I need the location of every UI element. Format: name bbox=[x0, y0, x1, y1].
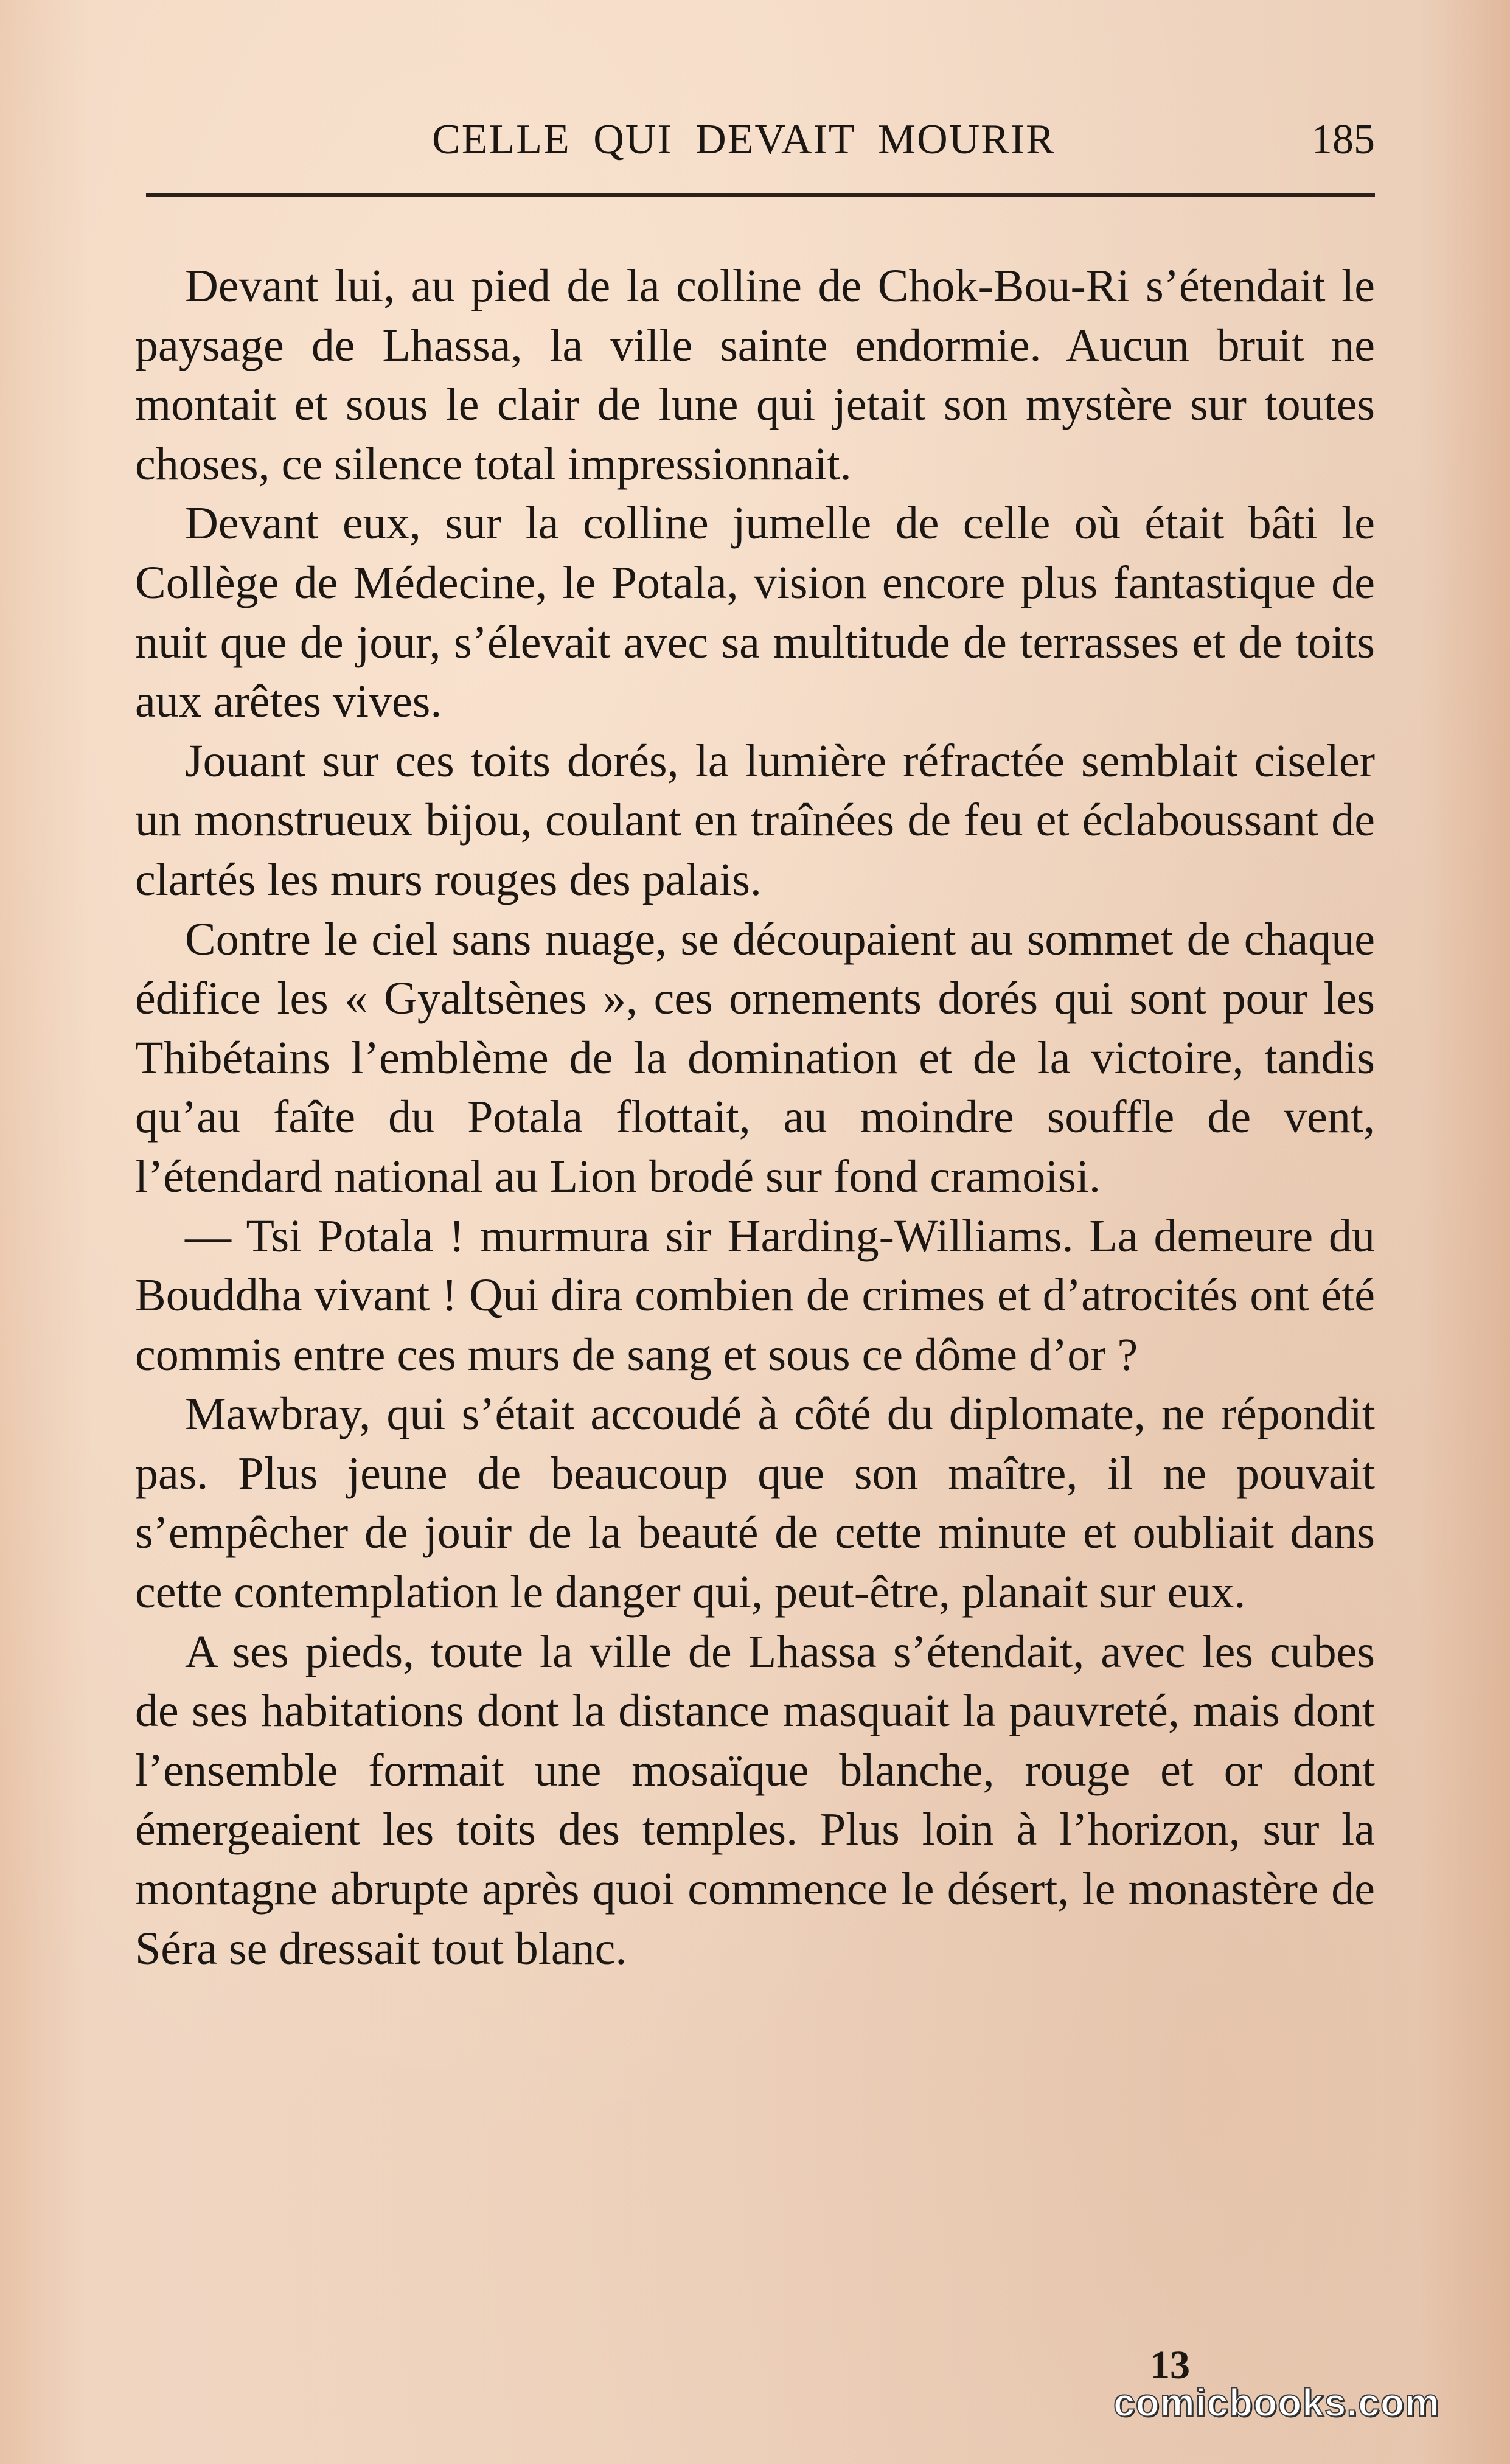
page-number: 185 bbox=[1311, 116, 1375, 163]
paragraph: Mawbray, qui s’était accoudé à côté du diplomate, ne répondit pas. Plus jeune de beaucoup que son maître, il ne pouvait s’empêcher de jouir de la beauté de cette minute et oubliait dans cette contemplation le danger qui, peut-être, planait sur eux. bbox=[135, 1388, 1375, 1618]
page-header bbox=[146, 116, 1375, 170]
paragraph: Contre le ciel sans nuage, se découpaient au sommet de chaque édifice les « Gyaltsènes », ces ornements dorés qui sont pour les Thibétains l’emblème de la domination et de la victoire, tandis qu’au faîte du Potala flottait, au moindre souffle de vent, l’étendard national au Lion brodé sur fond cramoisi. bbox=[135, 913, 1375, 1202]
paragraph: — Tsi Potala ! murmura sir Harding-Williams. La demeure du Bouddha vivant ! Qui dira combien de crimes et d’atrocités ont été commis entre ces murs de sang et sous ce dôme d’or ? bbox=[135, 1210, 1375, 1380]
running-title: CELLE QUI DEVAIT MOURIR bbox=[432, 116, 1056, 163]
paragraph: Devant eux, sur la colline jumelle de celle où était bâti le Collège de Médecine, le Potala, vision encore plus fantastique de nuit que de jour, s’élevait avec sa multitude de terrasses et de toits aux arêtes vives. bbox=[135, 498, 1375, 728]
header-rule bbox=[146, 193, 1375, 197]
paragraph: Devant lui, au pied de la colline de Chok-Bou-Ri s’étendait le paysage de Lhassa, la ville sainte endormie. Aucun bruit ne montait et sous le clair de lune qui jetait son mystère sur toutes choses, ce silence total impressionnait. bbox=[135, 260, 1375, 490]
signature-mark: 13 bbox=[1150, 2343, 1190, 2387]
body-text bbox=[135, 257, 1375, 1979]
paragraph: A ses pieds, toute la ville de Lhassa s’étendait, avec les cubes de ses habitations dont la distance masquait la pauvreté, mais dont l’ensemble formait une mosaïque blanche, rouge et or dont émergeaient les toits des temples. Plus loin à l’horizon, sur la montagne abrupte après quoi commence le désert, le monastère de Séra se dressait tout blanc. bbox=[135, 1626, 1375, 1974]
paragraph: Jouant sur ces toits dorés, la lumière réfractée semblait ciseler un monstrueux bijou, coulant en traînées de feu et éclaboussant de clartés les murs rouges des palais. bbox=[135, 735, 1375, 905]
watermark: comicbooks.com bbox=[1113, 2381, 1440, 2424]
